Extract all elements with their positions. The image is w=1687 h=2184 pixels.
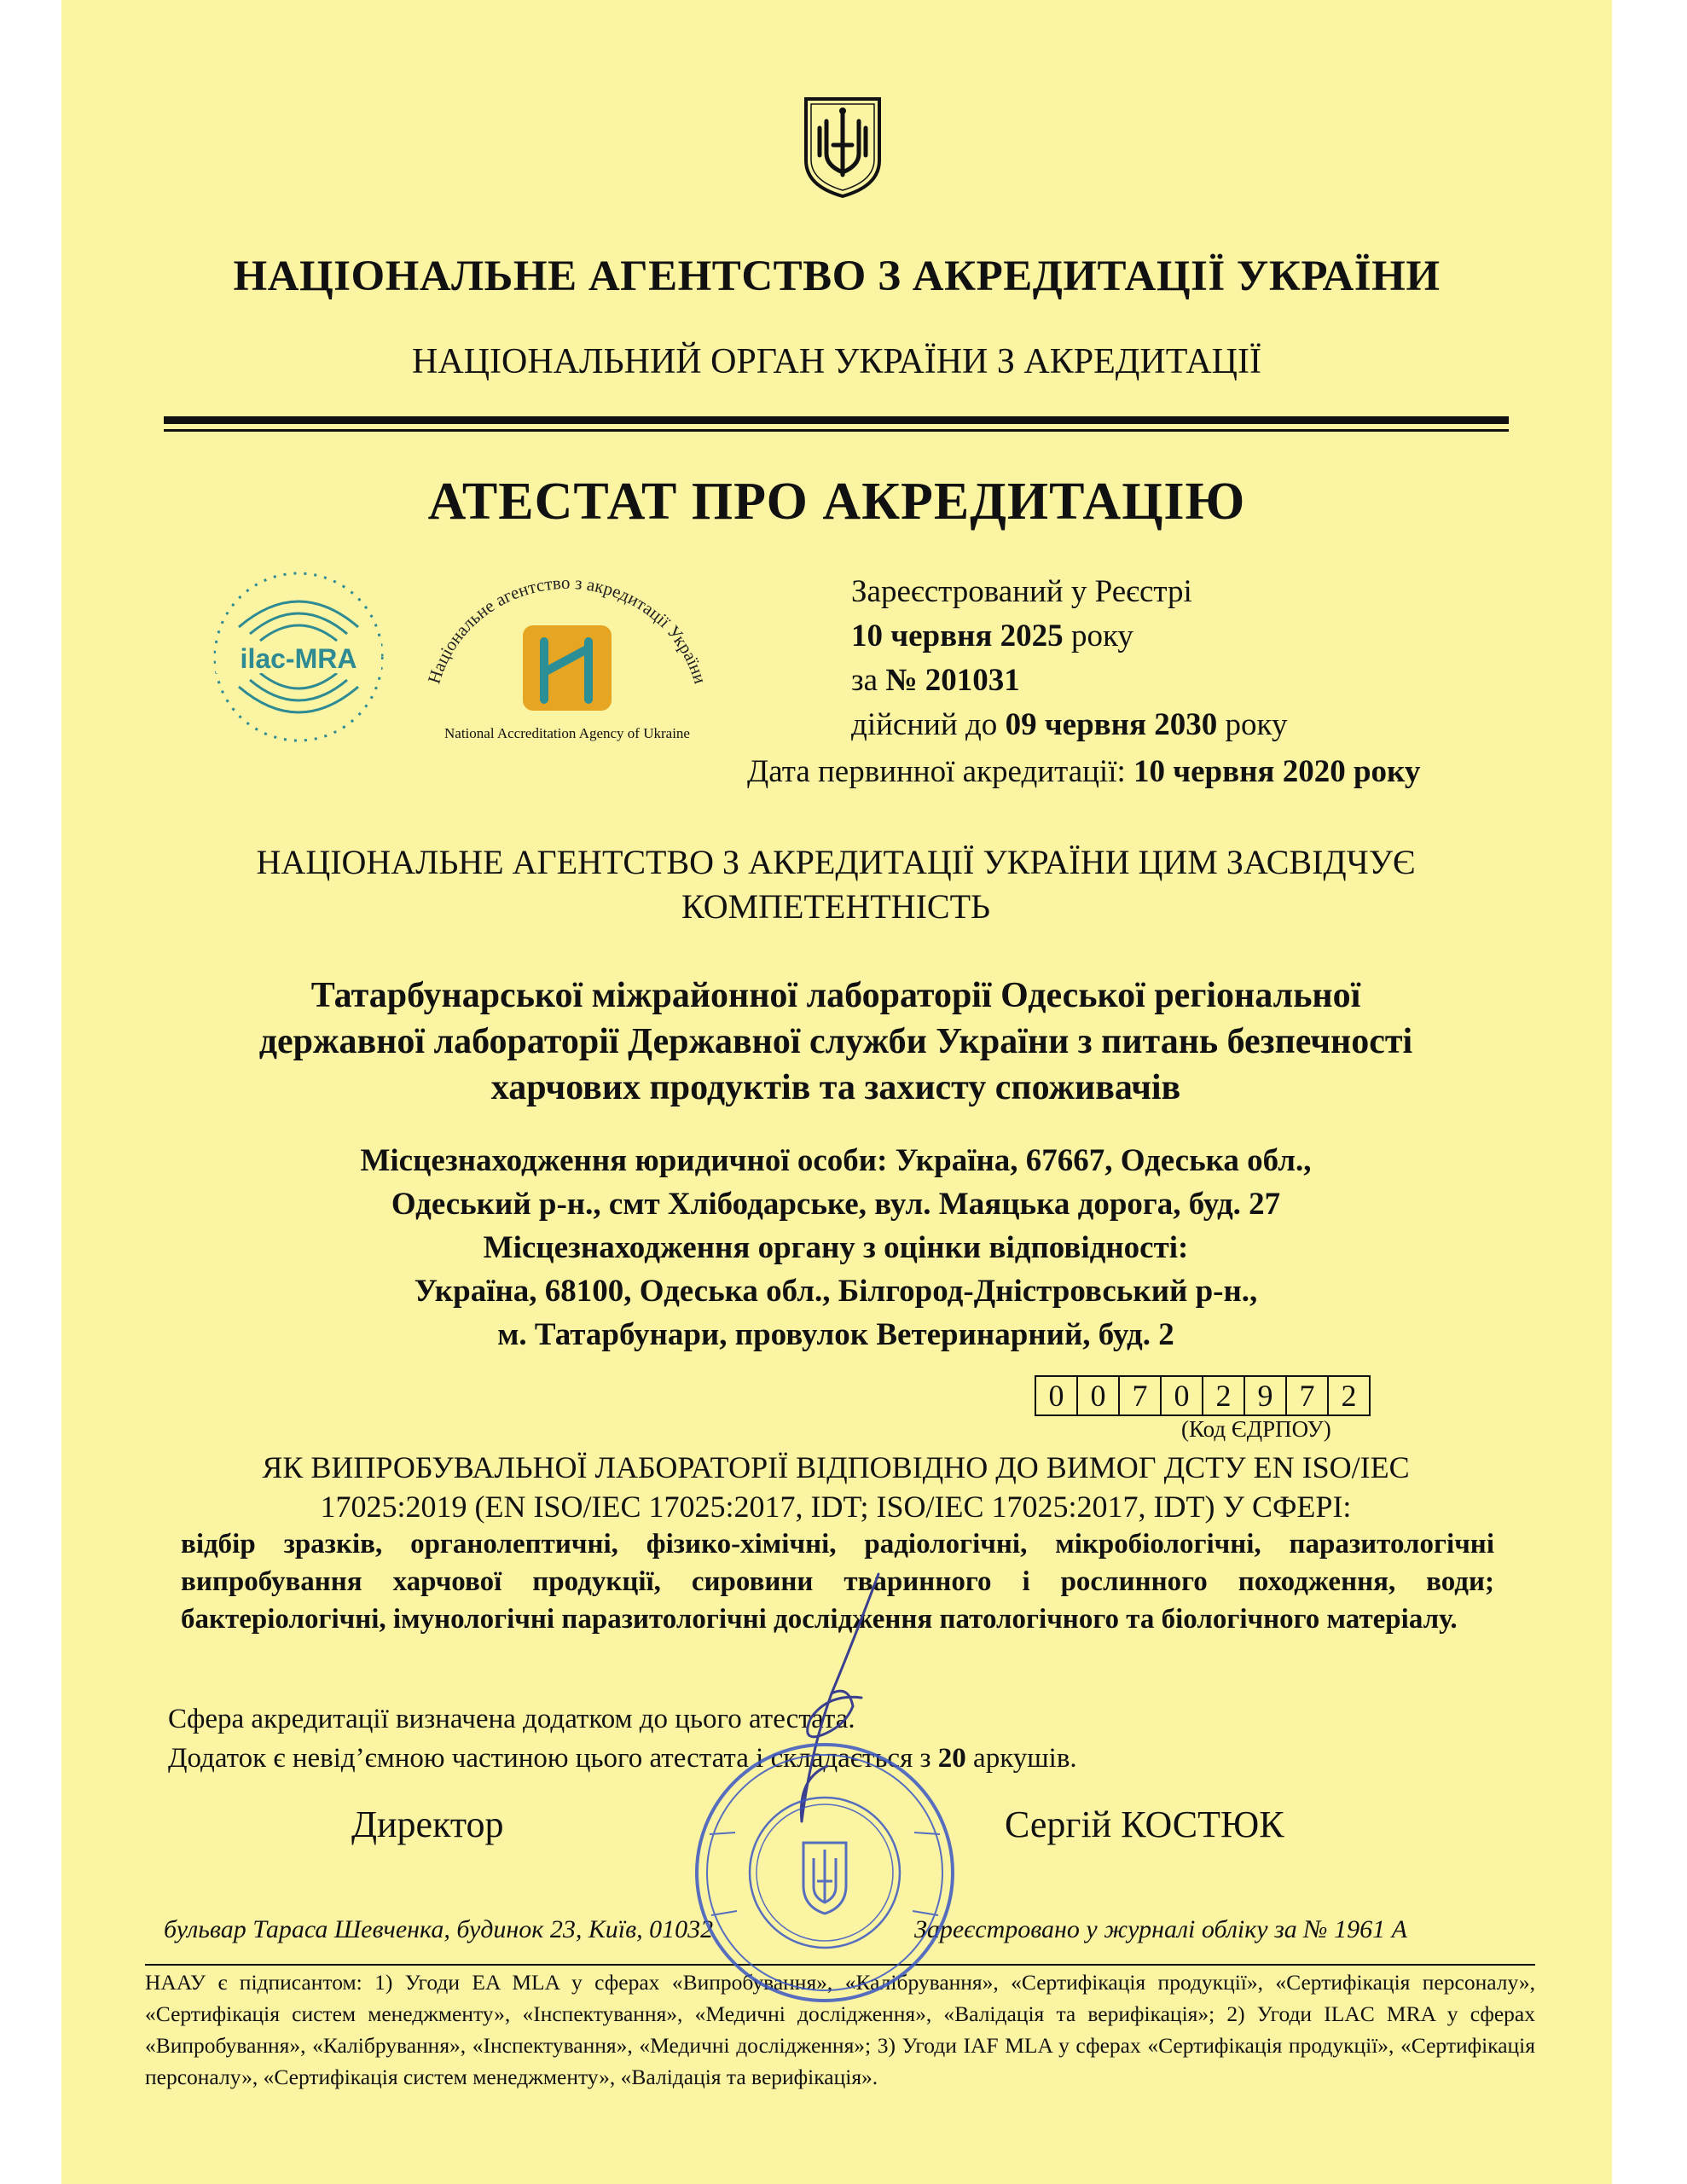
registration-block	[851, 570, 1287, 747]
conformity-address-line-1: Україна, 68100, Одеська обл., Білгород-Дністровський р-н.,	[414, 1274, 1258, 1309]
organization-name	[171, 973, 1501, 1111]
primary-accreditation-label: Дата первинної акредитації:	[747, 754, 1134, 789]
agency-title: НАЦІОНАЛЬНЕ АГЕНТСТВО З АКРЕДИТАЦІЇ УКРАЇНИ	[233, 253, 1441, 300]
organization-addresses	[213, 1139, 1458, 1356]
edrpou-digit: 2	[1203, 1377, 1245, 1414]
director-label: Директор	[351, 1804, 504, 1845]
certification-statement	[171, 840, 1501, 929]
naau-caption: National Accreditation Agency of Ukraine	[444, 725, 690, 741]
registration-date-suffix: року	[1063, 619, 1133, 653]
registration-date: 10 червня 2025	[851, 619, 1064, 653]
naau-arc-text: Національне агентство з акредитації України	[423, 572, 711, 687]
trident-coat-of-arms-icon	[801, 94, 884, 200]
appendix-line-2-suffix: аркушів.	[965, 1743, 1077, 1774]
edrpou-digit: 0	[1036, 1377, 1078, 1414]
conformity-body-label: Місцезнаходження органу з оцінки відповідності:	[483, 1230, 1189, 1265]
edrpou-digit: 7	[1120, 1377, 1162, 1414]
ilac-logo-text: ilac-MRA	[240, 643, 357, 674]
registry-label: Зареєстрований у Реєстрі	[851, 574, 1192, 609]
standard-statement	[196, 1448, 1475, 1526]
edrpou-label: (Код ЄДРПОУ)	[1181, 1416, 1331, 1442]
footer-registration: Зареєстровано у журналі обліку за № 1961 А	[914, 1915, 1407, 1943]
edrpou-digit: 7	[1287, 1377, 1329, 1414]
footer-note: НААУ є підписантом: 1) Угоди EA MLA у сферах «Випробування», «Калібрування», «Сертифікація продукції», «Сертифікація персоналу», «Сертифікація систем менеджменту», «Інспектування», «Медичні дослідження», «Валідація та верифікація»; 2) Угоди ILAC MRA у сферах «Випробування», «Калібрування», «Інспектування», «Медичні дослідження»; 3) Угоди IAF MLA у сферах «Сертифікація продукції», «Сертифікація персоналу», «Сертифікація систем менеджменту», «Валідація та верифікація».	[145, 1970, 1535, 2089]
header-divider	[164, 416, 1509, 424]
director-name: Сергій КОСТЮК	[1005, 1804, 1284, 1845]
primary-accreditation-date	[747, 753, 1420, 790]
footer-address: бульвар Тараса Шевченка, будинок 23, Київ, 01032	[164, 1915, 714, 1943]
accreditation-scope: відбір зразків, органолептичні, фізико-хімічні, радіологічні, мікробіологічні, паразитологічні випробування харчової продукції, сировини тваринного і рослинного походження, води; бактеріологічні, імунологічні паразитологічні дослідження патологічного та біологічного матеріалу.	[181, 1529, 1494, 1635]
naau-logo-icon	[401, 563, 733, 751]
document-title: АТЕСТАТ ПРО АКРЕДИТАЦІЮ	[427, 473, 1246, 531]
edrpou-code-boxes	[1035, 1375, 1371, 1416]
edrpou-digit: 0	[1078, 1377, 1120, 1414]
ilac-mra-logo-icon	[209, 567, 388, 746]
valid-until-prefix: дійсний до	[851, 707, 1006, 742]
agency-subtitle: НАЦІОНАЛЬНИЙ ОРГАН УКРАЇНИ З АКРЕДИТАЦІЇ	[412, 342, 1261, 381]
appendix-sheet-count: 20	[937, 1743, 966, 1774]
certification-line-1: НАЦІОНАЛЬНЕ АГЕНТСТВО З АКРЕДИТАЦІЇ УКРАЇНИ ЦИМ ЗАСВІДЧУЄ	[256, 843, 1416, 881]
standard-line-1: ЯК ВИПРОБУВАЛЬНОЇ ЛАБОРАТОРІЇ ВІДПОВІДНО ДО ВИМОГ ДСТУ EN ISO/IEC	[262, 1450, 1410, 1484]
conformity-address-line-2: м. Татарбунари, провулок Ветеринарний, буд. 2	[497, 1317, 1174, 1352]
valid-until-date: 09 червня 2030	[1005, 707, 1218, 742]
appendix-line-1: Сфера акредитації визначена додатком до цього атестата.	[168, 1704, 855, 1734]
valid-until-suffix: року	[1217, 707, 1288, 742]
organization-line-3: харчових продуктів та захисту споживачів	[490, 1068, 1181, 1107]
standard-line-2: 17025:2019 (EN ISO/IEC 17025:2017, IDT; ISO/IEC 17025:2017, IDT) У СФЕРІ:	[320, 1490, 1352, 1524]
official-round-stamp-icon	[667, 1732, 983, 2013]
appendix-line-2-prefix: Додаток є невід’ємною частиною цього атестата і складається з	[168, 1743, 938, 1774]
legal-address-line-1: Місцезнаходження юридичної особи: Україна, 67667, Одеська обл.,	[360, 1143, 1312, 1178]
certification-line-2: КОМПЕТЕНТНІСТЬ	[681, 887, 990, 926]
legal-address-line-2: Одеський р-н., смт Хлібодарське, вул. Маяцька дорога, буд. 27	[391, 1187, 1281, 1222]
edrpou-digit: 9	[1245, 1377, 1287, 1414]
organization-line-2: державної лабораторії Державної служби України з питань безпечності	[258, 1022, 1413, 1061]
registration-number-prefix: за	[851, 663, 886, 698]
registration-number: № 201031	[885, 663, 1020, 698]
primary-accreditation-value: 10 червня 2020 року	[1133, 754, 1421, 789]
header-divider-thin	[164, 429, 1509, 432]
organization-line-1: Татарбунарської міжрайонної лабораторії Одеської регіональної	[310, 976, 1361, 1015]
edrpou-digit: 2	[1341, 1379, 1357, 1413]
edrpou-digit: 0	[1162, 1377, 1203, 1414]
